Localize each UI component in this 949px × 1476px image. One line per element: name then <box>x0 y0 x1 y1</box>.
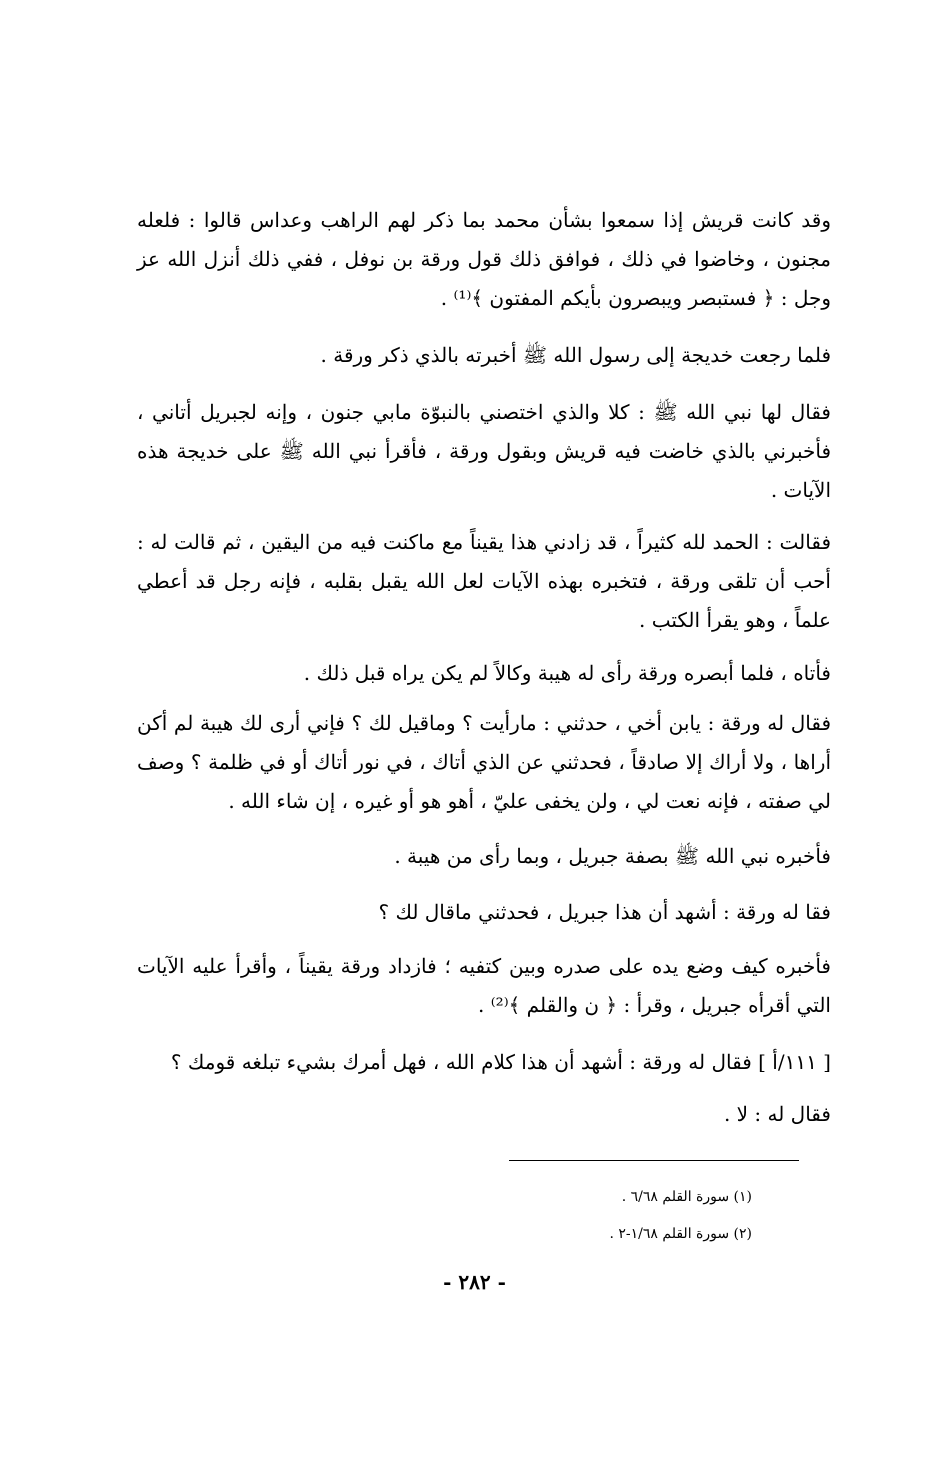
paragraph-1 <box>137 201 831 318</box>
paragraph-text: فقالت : الحمد لله كثيراً ، قد زادني هذا يقيناً مع ماكنت فيه من اليقين ، ثم قالت له : أحب أن تلقى ورقة ، فتخبره بهذه الآيات لعل الله يقبل بقلبه ، فإنه رجل قد أعطي علماً ، وهو يقرأ الكتب . <box>137 530 831 632</box>
page-number: - ٢٨٢ - <box>443 1270 506 1294</box>
paragraph-6 <box>137 704 831 821</box>
paragraph-text: فلما رجعت خديجة إلى رسول الله ﷺ أخبرته بالذي ذكر ورقة . <box>320 343 831 367</box>
footnote-2: (٢) سورة القلم ١/٦٨-٢ . <box>609 1226 752 1242</box>
footnote-divider <box>509 1160 799 1161</box>
paragraph-text: [ ١١١/أ ] فقال له ورقة : أشهد أن هذا كلام الله ، فهل أمرك بشيء تبلغه قومك ؟ <box>170 1050 831 1074</box>
paragraph-text: وقد كانت قريش إذا سمعوا بشأن محمد بما ذكر لهم الراهب وعداس قالوا : فلعله مجنون ، وخاضوا في ذلك ، فوافق ذلك قول ورقة بن نوفل ، ففي ذلك أنزل الله عز وجل : ﴿ فستبصر ويبصرون بأيكم المفتون ﴾⁽¹⁾ . <box>137 208 831 310</box>
paragraph-10 <box>137 1043 831 1082</box>
paragraph-5 <box>137 654 831 693</box>
paragraph-text: فأخبره نبي الله ﷺ بصفة جبريل ، وبما رأى من هيبة . <box>394 844 831 868</box>
paragraph-text: فأخبره كيف وضع يده على صدره وبين كتفيه ؛ فازداد ورقة يقيناً ، وأقرأ عليه الآيات التي أقرأه جبريل ، وقرأ : ﴿ ن والقلم ﴾⁽²⁾ . <box>137 954 831 1017</box>
paragraph-11 <box>137 1095 831 1134</box>
paragraph-8 <box>137 893 831 932</box>
paragraph-text: فقا له ورقة : أشهد أن هذا جبريل ، فحدثني ماقال لك ؟ <box>378 900 831 924</box>
paragraph-text: فقال لها نبي الله ﷺ : كلا والذي اختصني بالنبوّة مابي جنون ، وإنه لجبريل أتاني ، فأخبرني بالذي خاضت فيه قريش وبقول ورقة ، فأقرأ نبي الله ﷺ على خديجة هذه الآيات . <box>137 400 831 502</box>
paragraph-7 <box>137 837 831 876</box>
paragraph-text: فأتاه ، فلما أبصره ورقة رأى له هيبة وكالاً لم يكن يراه قبل ذلك . <box>303 661 831 685</box>
paragraph-4 <box>137 523 831 640</box>
paragraph-text: فقال له ورقة : يابن أخي ، حدثني : مارأيت ؟ وماقيل لك ؟ فإني أرى لك هيبة لم أكن أراها ، ولا أراك إلا صادقاً ، فحدثني عن الذي أتاك ، في نور أتاك أو في ظلمة ؟ وصف لي صفته ، فإنه نعت لي ، ولن يخفى عليّ ، أهو هو أو غيره ، إن شاء الله . <box>137 711 831 813</box>
paragraph-2 <box>137 336 831 375</box>
paragraph-text: فقال له : لا . <box>723 1102 831 1126</box>
paragraph-9 <box>137 947 831 1025</box>
paragraph-3 <box>137 393 831 510</box>
footnote-1: (١) سورة القلم ٦/٦٨ . <box>621 1189 752 1205</box>
